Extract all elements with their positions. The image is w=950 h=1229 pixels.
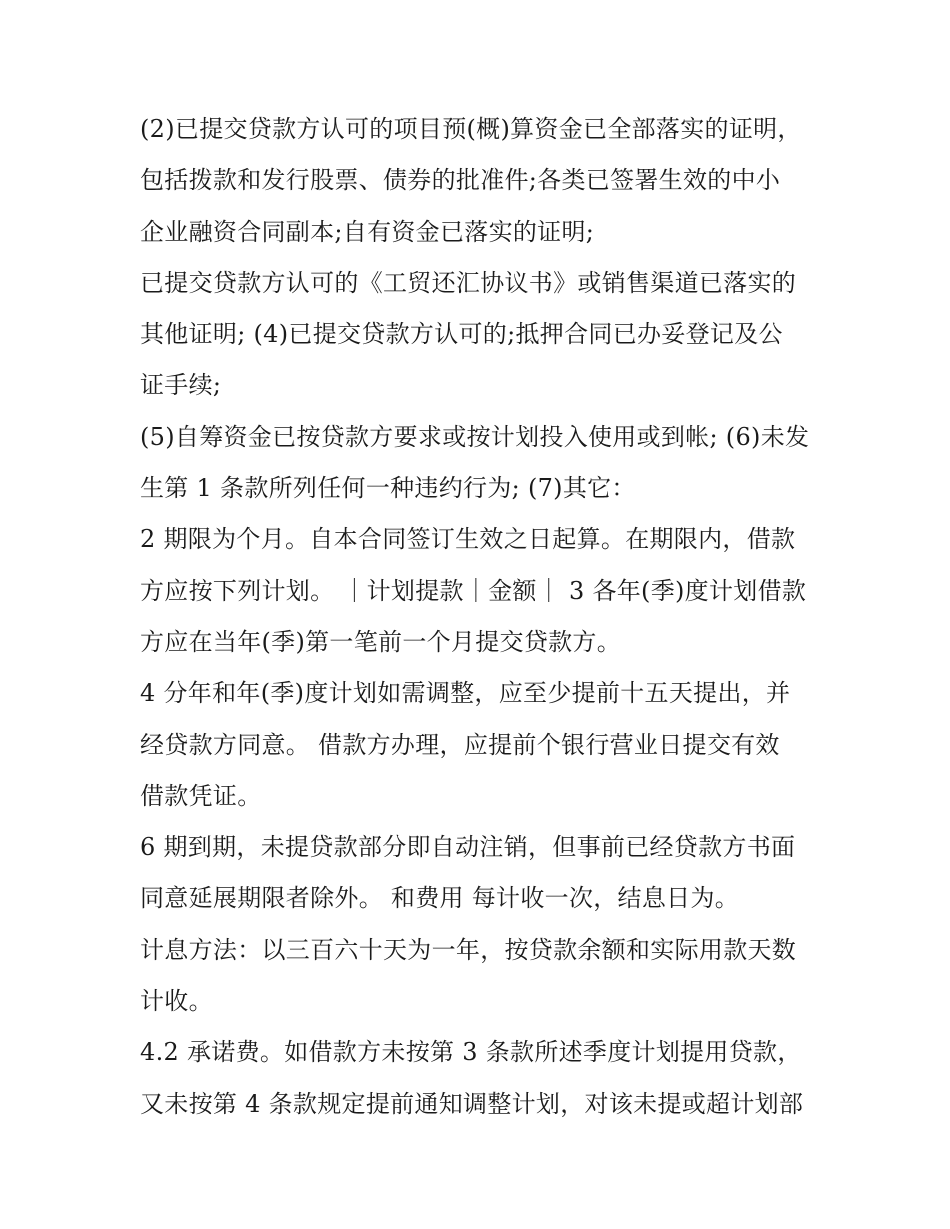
text-line: 同意延展期限者除外。 和费用 每计收一次，结息日为。 xyxy=(140,884,740,913)
text-line: 2 期限为个月。自本合同签订生效之日起算。在期限内，借款 xyxy=(140,525,796,554)
text-line: (5)自筹资金已按贷款方要求或按计划投入使用或到帐; (6)未发 xyxy=(140,422,810,451)
text-line: 方应在当年(季)第一笔前一个月提交贷款方。 xyxy=(140,627,622,656)
text-line: (2)已提交贷款方认可的项目预(概)算资金已全部落实的证明， xyxy=(140,115,802,143)
text-line: 经贷款方同意。 借款方办理，应提前个银行营业日提交有效 xyxy=(140,730,780,759)
text-line: 又未按第 4 条款规定提前通知调整计划，对该未提或超计划部 xyxy=(140,1089,804,1118)
text-line: 其他证明; (4)已提交贷款方认可的;抵押合同已办妥登记及公 xyxy=(140,320,783,349)
text-line: 4.2 承诺费。如借款方未按第 3 条款所述季度计划提用贷款， xyxy=(140,1038,802,1067)
text-line: 已提交贷款方认可的《工贸还汇协议书》或销售渠道已落实的 xyxy=(140,268,797,297)
text-line: 4 分年和年(季)度计划如需调整，应至少提前十五天提出，并 xyxy=(140,679,791,708)
text-line: 计息方法：以三百六十天为一年，按贷款余额和实际用款天数 xyxy=(140,935,797,964)
text-line: 计收。 xyxy=(140,987,213,1016)
text-line: 证手续; xyxy=(140,371,222,400)
document-body xyxy=(140,104,820,1130)
text-line: 借款凭证。 xyxy=(140,781,262,810)
text-line: 包括拨款和发行股票、债券的批准件;各类已签署生效的中小 xyxy=(140,166,781,195)
text-line: 方应按下列计划。 ｜计划提款｜金额｜ 3 各年(季)度计划借款 xyxy=(140,576,807,605)
text-line: 企业融资合同副本;自有资金已落实的证明; xyxy=(140,217,595,246)
text-line: 6 期到期，未提贷款部分即自动注销，但事前已经贷款方书面 xyxy=(140,833,796,862)
text-line: 生第 1 条款所列任何一种违约行为; (7)其它： xyxy=(140,474,636,503)
